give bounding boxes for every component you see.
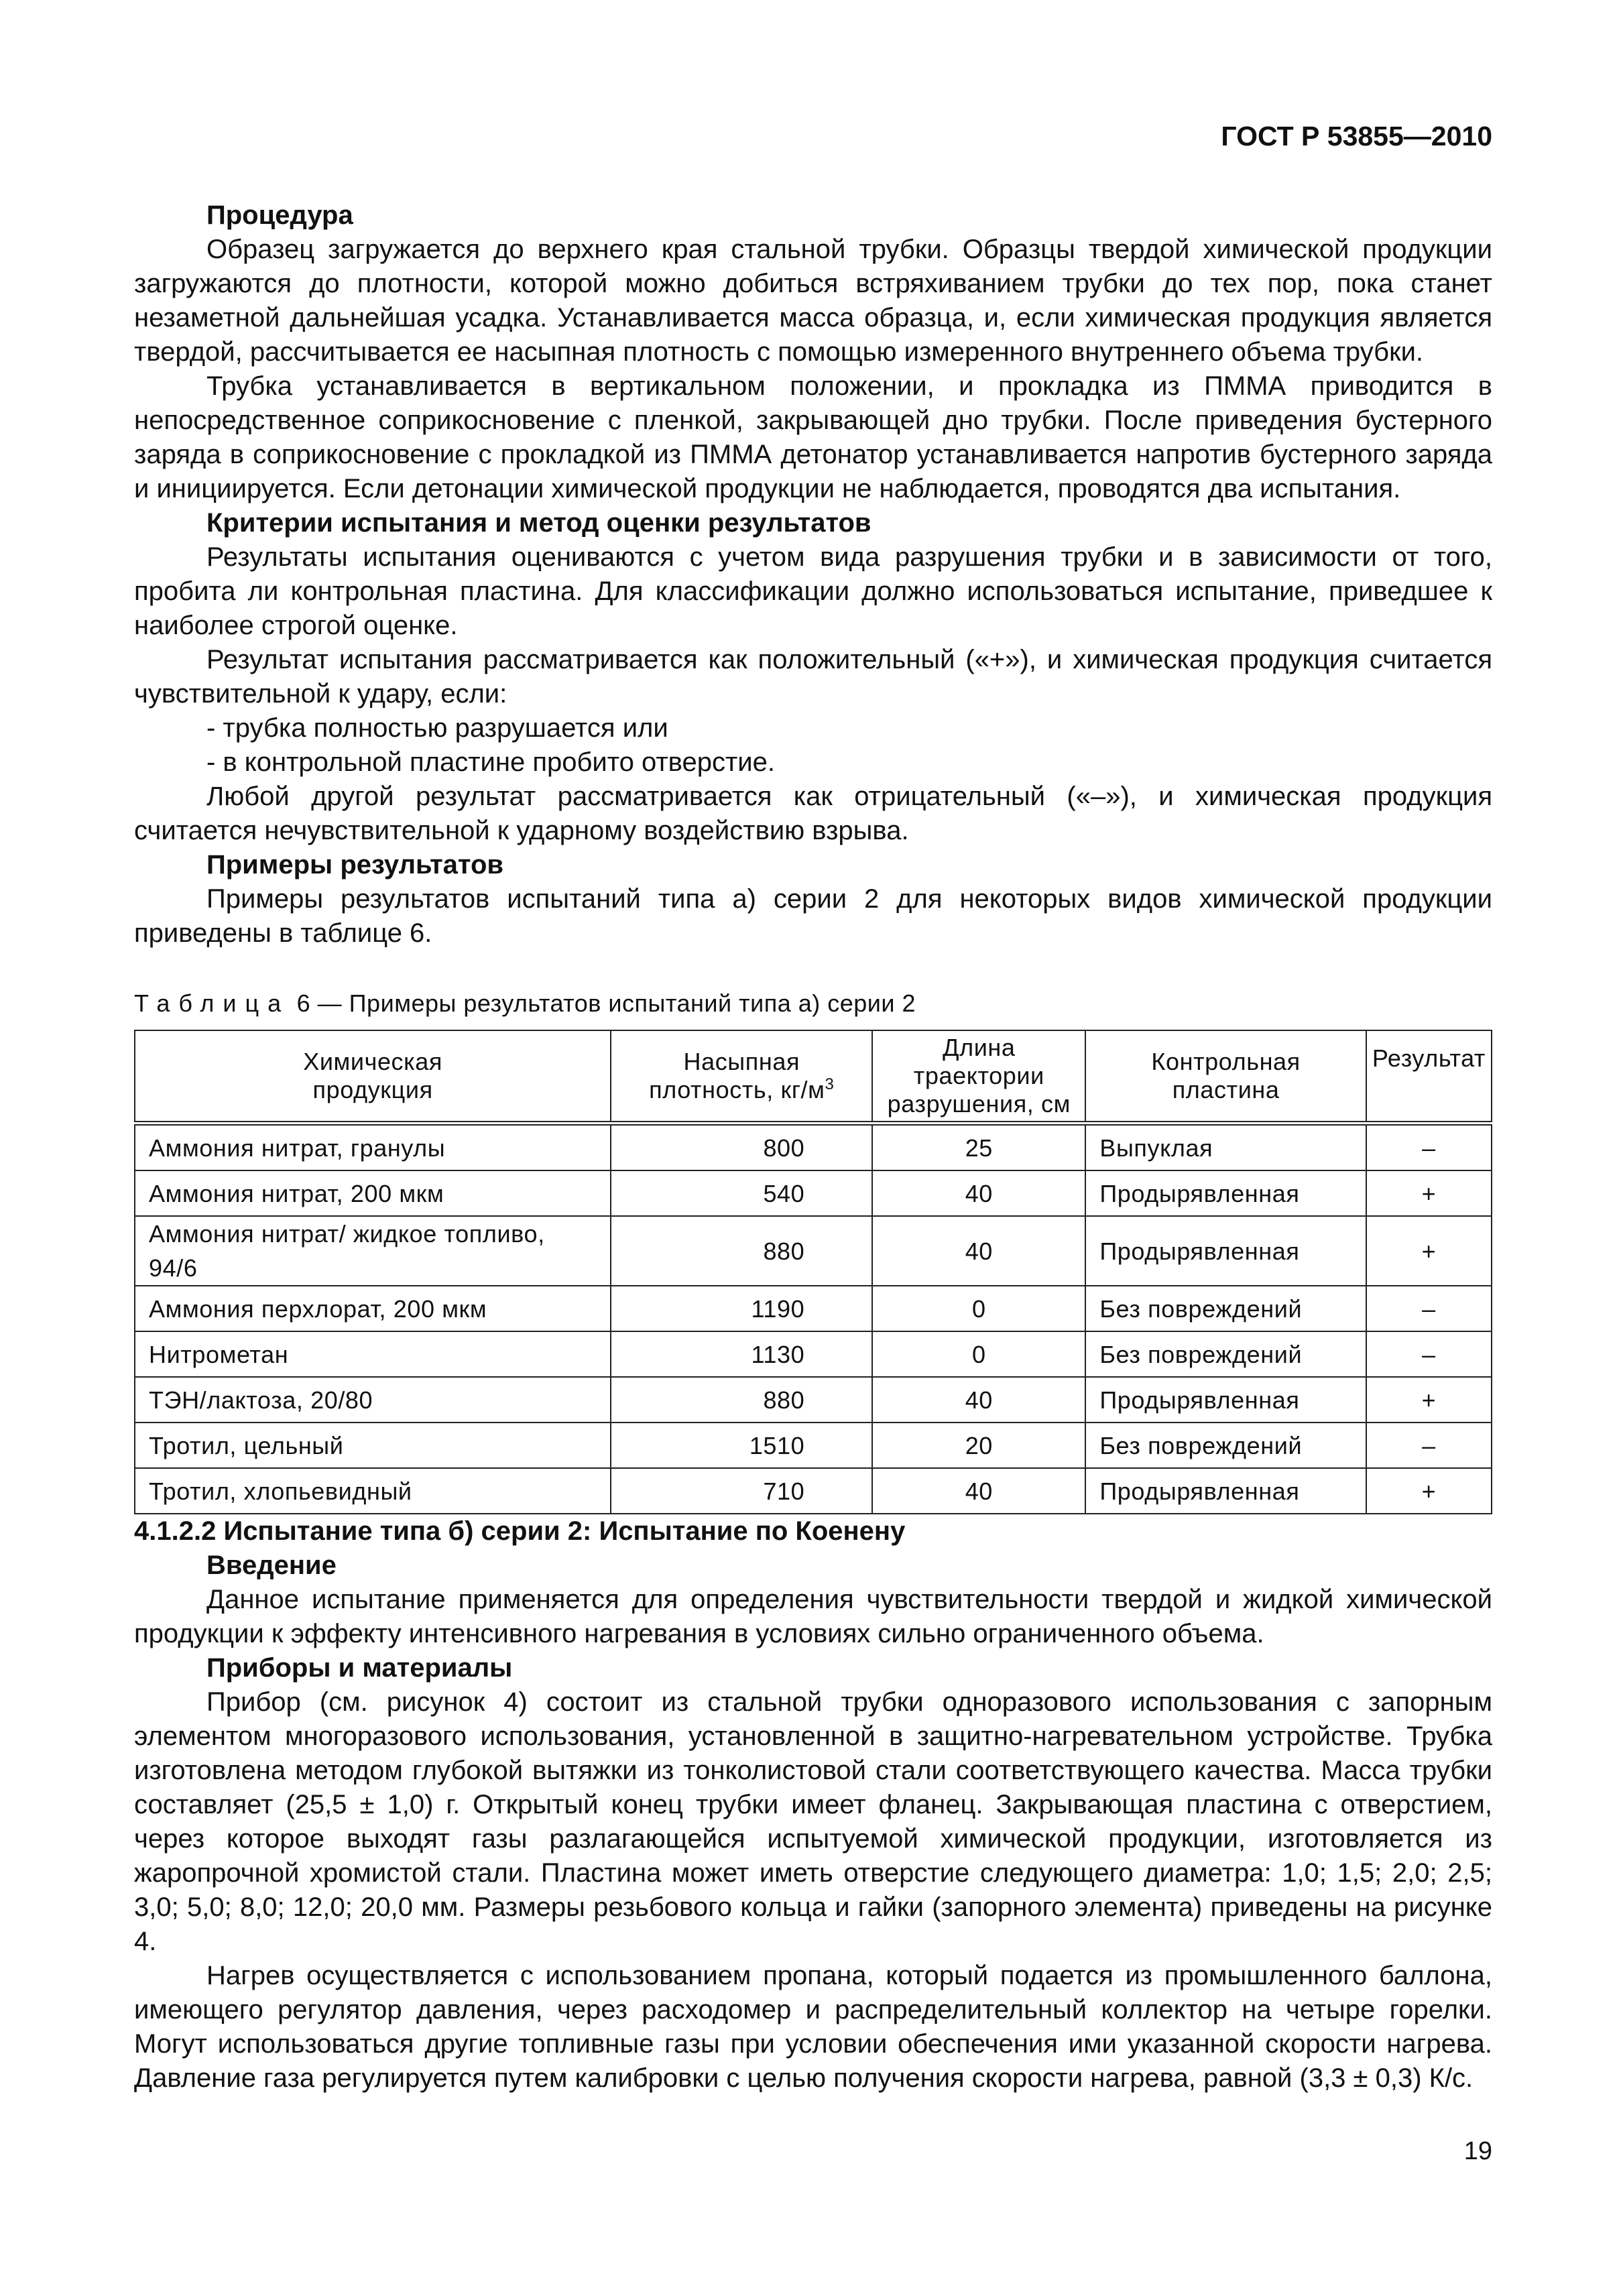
- cell-density: 880: [611, 1216, 872, 1286]
- table-row: [135, 1286, 1492, 1331]
- cell-result: –: [1366, 1286, 1492, 1331]
- apparatus-paragraph: Нагрев осуществляется с использованием пропана, который подается из промышленного баллона, имеющего регулятор давления, через расходомер и распределительный коллектор на четыре горелки. Могут использоваться другие топливные газы при условии обеспечения ими указанной скорости нагрева. Давление газа регулируется путем калибровки с целью получения скорости нагрева, равной (3,3 ± 0,3) К/с.: [134, 1961, 1492, 2093]
- cell-product: ТЭН/лактоза, 20/80: [135, 1377, 611, 1423]
- cell-length: 40: [872, 1170, 1085, 1216]
- cell-density: 800: [611, 1124, 872, 1171]
- cell-product: Тротил, хлопьевидный: [135, 1468, 611, 1514]
- examples-heading: Примеры результатов: [206, 850, 504, 880]
- header-product: Химическая продукция: [135, 1030, 611, 1124]
- cell-plate: Выпуклая: [1085, 1124, 1366, 1171]
- criteria-paragraph: Любой другой результат рассматривается как отрицательный («–»), и химическая продукция считается нечувствительной к ударному воздействию взрыва.: [134, 782, 1492, 845]
- cell-product: Аммония нитрат, 200 мкм: [135, 1170, 611, 1216]
- cell-plate: Продырявленная: [1085, 1170, 1366, 1216]
- table-row: [135, 1331, 1492, 1377]
- table-row: [135, 1216, 1492, 1286]
- cell-length: 20: [872, 1423, 1085, 1468]
- cell-result: –: [1366, 1423, 1492, 1468]
- header-length: Длина траектории разрушения, см: [872, 1030, 1085, 1124]
- cell-product: Тротил, цельный: [135, 1423, 611, 1468]
- cell-density: 880: [611, 1377, 872, 1423]
- examples-paragraph: Примеры результатов испытаний типа а) серии 2 для некоторых видов химической продукции приведены в таблице 6.: [134, 884, 1492, 948]
- page-number: 19: [1463, 2137, 1492, 2165]
- cell-product: Аммония нитрат, гранулы: [135, 1124, 611, 1171]
- intro-heading: Введение: [206, 1551, 337, 1580]
- document-header: ГОСТ Р 53855—2010: [1221, 121, 1492, 152]
- cell-result: –: [1366, 1124, 1492, 1171]
- procedure-paragraph: Трубка устанавливается в вертикальном положении, и прокладка из ПММА приводится в непосредственное соприкосновение с пленкой, закрывающей дно трубки. После приведения бустерного заряда в соприкосновение с прокладкой из ПММА детонатор устанавливается напротив бустерного заряда и инициируется. Если детонации химической продукции не наблюдается, проводятся два испытания.: [134, 371, 1492, 503]
- header-plate: Контрольная пластина: [1085, 1030, 1366, 1124]
- cell-result: +: [1366, 1170, 1492, 1216]
- table-caption-text: 6 — Примеры результатов испытаний типа а) серии 2: [290, 989, 916, 1017]
- cell-plate: Без повреждений: [1085, 1423, 1366, 1468]
- cell-product: Аммония нитрат/ жидкое топливо, 94/6: [135, 1216, 611, 1286]
- apparatus-heading: Приборы и материалы: [206, 1653, 513, 1683]
- cell-product: Нитрометан: [135, 1331, 611, 1377]
- cell-density: 540: [611, 1170, 872, 1216]
- cell-result: +: [1366, 1468, 1492, 1514]
- criteria-paragraph: Результат испытания рассматривается как положительный («+»), и химическая продукция считается чувствительной к удару, если:: [134, 645, 1492, 709]
- cell-plate: Продырявленная: [1085, 1468, 1366, 1514]
- cell-result: +: [1366, 1216, 1492, 1286]
- table-row: [135, 1170, 1492, 1216]
- criteria-heading: Критерии испытания и метод оценки результатов: [206, 508, 871, 538]
- criteria-list-item: - в контрольной пластине пробито отверстие.: [206, 747, 775, 777]
- apparatus-paragraph: Прибор (см. рисунок 4) состоит из стальной трубки одноразового использования с запорным элементом многоразового использования, установленной в защитно-нагревательном устройстве. Трубка изготовлена методом глубокой вытяжки из тонколистовой стали соответствующего качества. Масса трубки составляет (25,5 ± 1,0) г. Открытый конец трубки имеет фланец. Закрывающая пластина с отверстием, через которое выходят газы разлагающейся испытуемой химической продукции, изготовляется из жаропрочной хромистой стали. Пластина может иметь отверстие следующего диаметра: 1,0; 1,5; 2,0; 2,5; 3,0; 5,0; 8,0; 12,0; 20,0 мм. Размеры резьбового кольца и гайки (запорного элемента) приведены на рисунке 4.: [134, 1687, 1492, 1956]
- table-row: [135, 1124, 1492, 1171]
- cell-plate: Без повреждений: [1085, 1286, 1366, 1331]
- table-row: [135, 1377, 1492, 1423]
- criteria-paragraph: Результаты испытания оцениваются с учетом вида разрушения трубки и в зависимости от того, пробита ли контрольная пластина. Для классификации должно использоваться испытание, приведшее к наиболее строгой оценке.: [134, 542, 1492, 640]
- cell-result: –: [1366, 1331, 1492, 1377]
- cell-length: 25: [872, 1124, 1085, 1171]
- criteria-list-item: - трубка полностью разрушается или: [206, 713, 668, 743]
- cell-density: 710: [611, 1468, 872, 1514]
- cell-length: 40: [872, 1377, 1085, 1423]
- cell-density: 1190: [611, 1286, 872, 1331]
- cell-length: 0: [872, 1331, 1085, 1377]
- cell-plate: Продырявленная: [1085, 1377, 1366, 1423]
- table-row: [135, 1423, 1492, 1468]
- intro-paragraph: Данное испытание применяется для определения чувствительности твердой и жидкой химической продукции к эффекту интенсивного нагревания в условиях сильно ограниченного объема.: [134, 1585, 1492, 1648]
- cell-length: 40: [872, 1468, 1085, 1514]
- table-row: [135, 1468, 1492, 1514]
- results-table: [134, 1030, 1492, 1514]
- table-caption: [134, 988, 1492, 1019]
- cell-length: 40: [872, 1216, 1085, 1286]
- cell-length: 0: [872, 1286, 1085, 1331]
- cell-plate: Без повреждений: [1085, 1331, 1366, 1377]
- cell-density: 1510: [611, 1423, 872, 1468]
- procedure-paragraph: Образец загружается до верхнего края стальной трубки. Образцы твердой химической продукции загружаются до плотности, которой можно добиться встряхиванием трубки до тех пор, пока станет незаметной дальнейшая усадка. Устанавливается масса образца, и, если химическая продукция является твердой, рассчитывается ее насыпная плотность с помощью измеренного внутреннего объема трубки.: [134, 235, 1492, 367]
- header-result: Результат: [1366, 1030, 1492, 1124]
- page-content: [134, 198, 1492, 2096]
- section-title: 4.1.2.2 Испытание типа б) серии 2: Испытание по Коенену: [134, 1516, 906, 1546]
- header-density: Насыпная плотность, $кг/м^3$: [611, 1030, 872, 1124]
- procedure-heading: Процедура: [206, 200, 353, 230]
- cell-result: +: [1366, 1377, 1492, 1423]
- cell-density: 1130: [611, 1331, 872, 1377]
- cell-plate: Продырявленная: [1085, 1216, 1366, 1286]
- table-header-row: [135, 1030, 1492, 1124]
- table-caption-word: Таблица: [134, 989, 290, 1017]
- cell-product: Аммония перхлорат, 200 мкм: [135, 1286, 611, 1331]
